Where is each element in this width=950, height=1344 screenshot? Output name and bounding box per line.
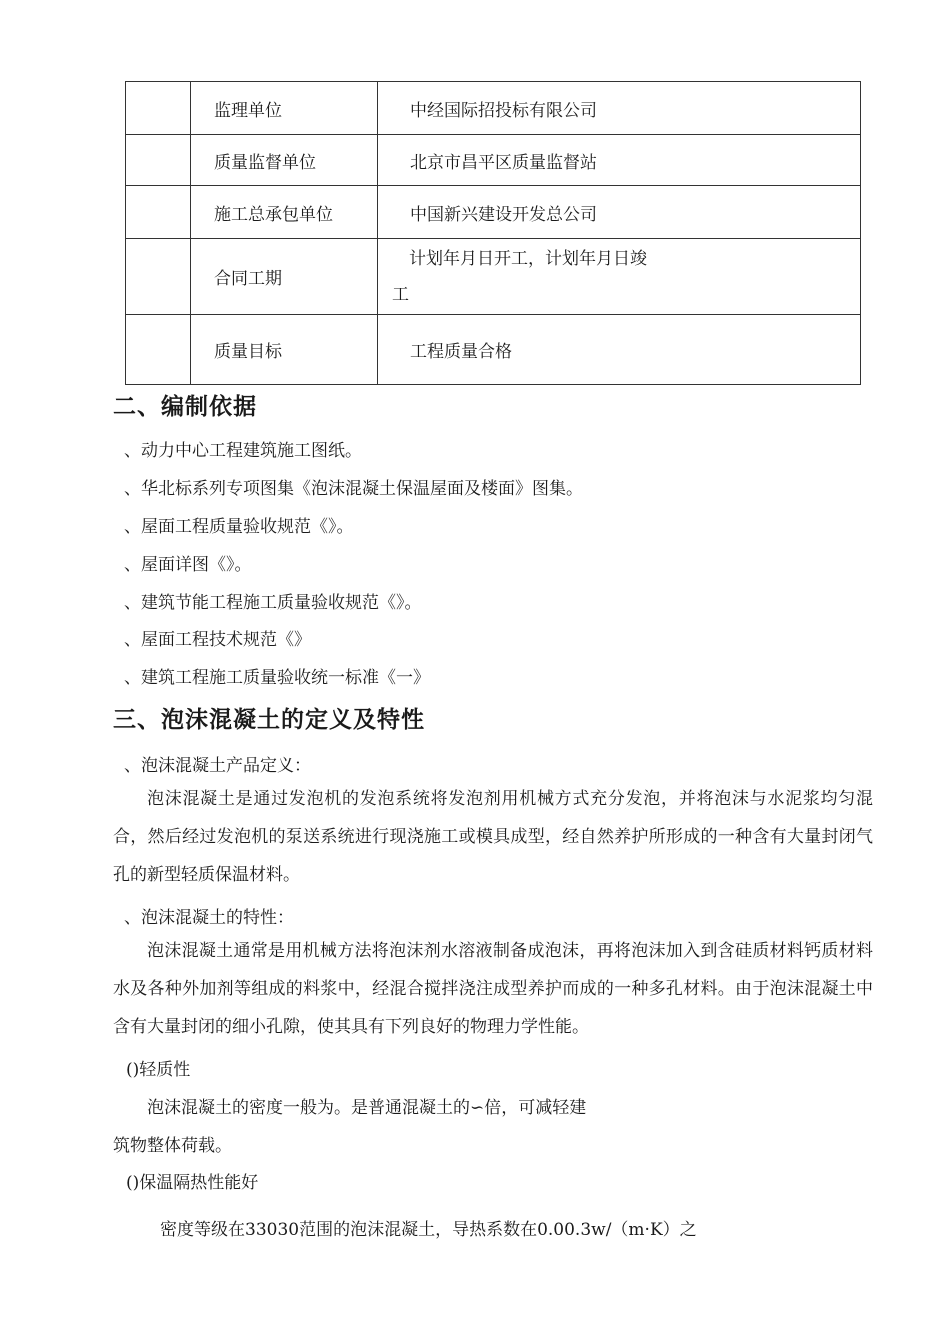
list-item: 、建筑工程施工质量验收统一标准《一》 (124, 668, 430, 688)
table-label: 施工总承包单位 (191, 186, 378, 239)
table-value: 中经国际招投标有限公司 (378, 82, 861, 135)
table-value-line: 计划年月日开工，计划年月日竣 (409, 248, 647, 269)
property-heading: ()轻质性 (126, 1060, 191, 1080)
subheading-characteristics: 、泡沫混凝土的特性： (124, 908, 294, 928)
table-value (378, 239, 861, 315)
property-heading: ()保温隔热性能好 (126, 1173, 259, 1193)
list-item: 、屋面详图《》。 (124, 555, 252, 575)
list-item: 、动力中心工程建筑施工图纸。 (124, 441, 362, 461)
property-text: 泡沫混凝土的密度一般为。是普通混凝土的∽倍，可减轻建 (147, 1098, 587, 1118)
table-value: 工程质量合格 (378, 315, 861, 385)
list-item: 、华北标系列专项图集《泡沫混凝土保温屋面及楼面》图集。 (124, 479, 583, 499)
table-row (126, 186, 861, 239)
table-row (126, 315, 861, 385)
section-heading-definition: 三、泡沫混凝土的定义及特性 (113, 707, 425, 733)
table-value: 北京市昌平区质量监督站 (378, 135, 861, 186)
property-text: 筑物整体荷载。 (113, 1136, 232, 1156)
table-label: 质量监督单位 (191, 135, 378, 186)
table-label: 监理单位 (191, 82, 378, 135)
subheading-definition: 、泡沫混凝土产品定义： (124, 756, 311, 776)
table-cell-empty (126, 186, 191, 239)
table-row (126, 239, 861, 315)
table-cell-empty (126, 135, 191, 186)
section-heading-basis: 二、编制依据 (113, 394, 257, 420)
list-item: 、屋面工程技术规范《》 (124, 630, 311, 650)
table-value-line: 工 (392, 284, 409, 305)
table-label: 质量目标 (191, 315, 378, 385)
table-value: 中国新兴建设开发总公司 (378, 186, 861, 239)
table-cell-empty (126, 315, 191, 385)
table-cell-empty (126, 82, 191, 135)
table-cell-empty (126, 239, 191, 315)
list-item: 、屋面工程质量验收规范《》。 (124, 517, 354, 537)
definition-paragraph: 泡沫混凝土是通过发泡机的发泡系统将发泡剂用机械方式充分发泡，并将泡沫与水泥浆均匀混合，然后经过发泡机的泵送系统进行现浇施工或模具成型，经自然养护所形成的一种含有大量封闭气孔的新型轻质保温材料。 (113, 789, 873, 885)
project-info-table (125, 81, 861, 385)
list-item: 、建筑节能工程施工质量验收规范《》。 (124, 593, 422, 613)
table-row (126, 135, 861, 186)
characteristics-paragraph: 泡沫混凝土通常是用机械方法将泡沫剂水溶液制备成泡沫，再将泡沫加入到含硅质材料钙质材料水及各种外加剂等组成的料浆中，经混合搅拌浇注成型养护而成的一种多孔材料。由于泡沫混凝土中含有大量封闭的细小孔隙，使其具有下列良好的物理力学性能。 (113, 941, 873, 1037)
table-label: 合同工期 (191, 239, 378, 315)
property-text: 密度等级在33030范围的泡沫混凝土，导热系数在0.00.3w/（m·K）之 (160, 1220, 697, 1240)
table-row (126, 82, 861, 135)
